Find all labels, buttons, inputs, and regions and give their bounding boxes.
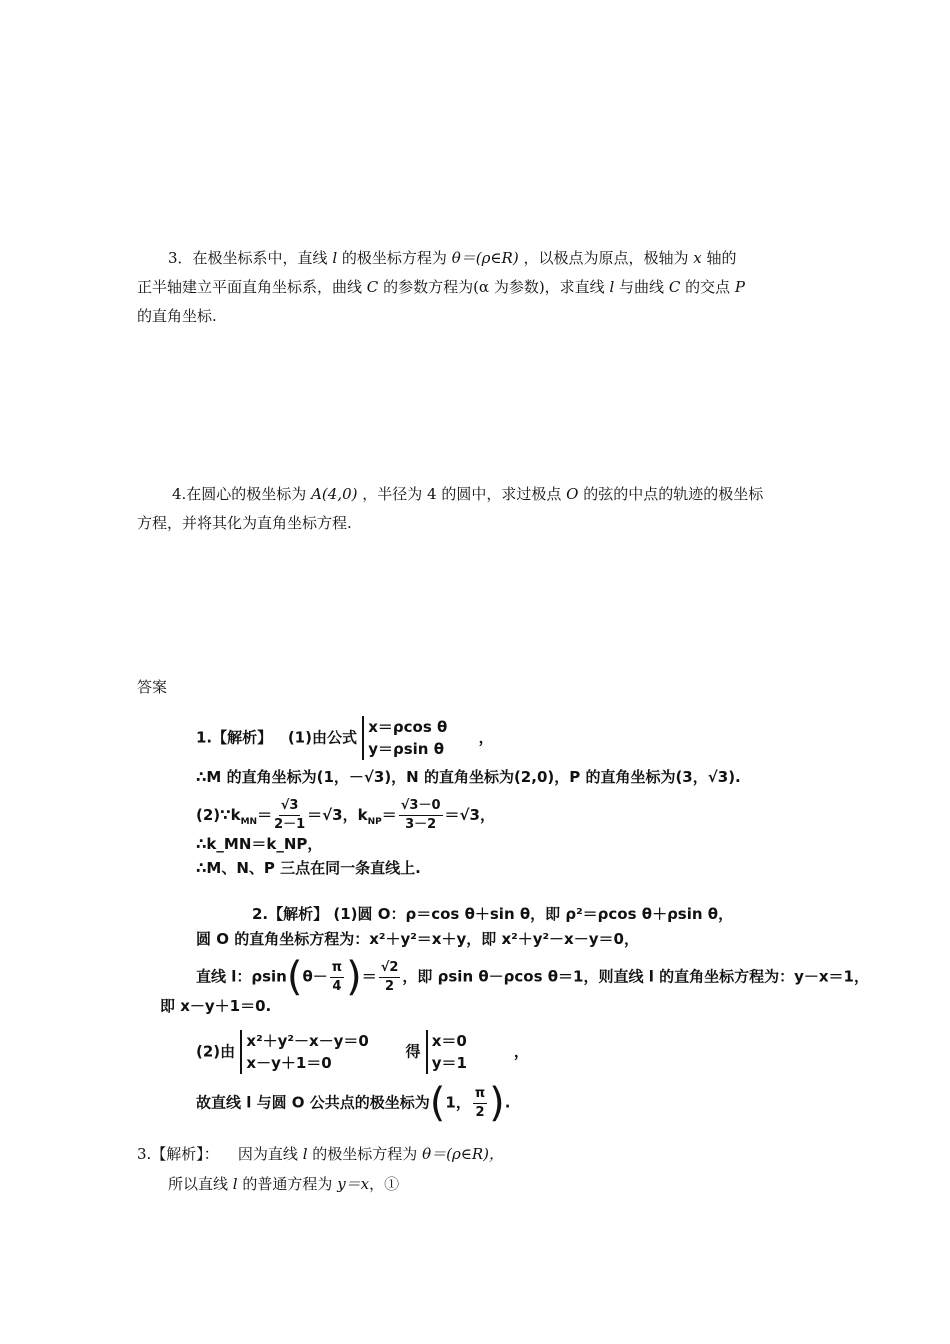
formula-row: y＝ρsin θ — [368, 740, 444, 758]
denominator: 2－1 — [274, 817, 306, 832]
subscript: NP — [367, 817, 382, 827]
text: 的弦的中点的轨迹的极坐标 — [583, 485, 764, 503]
text: 3．在极坐标系中，直线 — [168, 249, 328, 267]
var-x: x — [693, 249, 702, 267]
var-C: C — [668, 278, 681, 296]
theta-equation: θ＝(ρ∈R)， — [422, 1145, 505, 1163]
a3-line-2 — [168, 1170, 399, 1198]
denominator: 2 — [475, 1104, 485, 1120]
text: 得 — [405, 1042, 421, 1061]
q4-line-1 — [172, 480, 763, 508]
circled-one: ，① — [369, 1175, 400, 1193]
a3-line-1 — [137, 1140, 504, 1168]
text: 的极坐标方程为 — [341, 249, 447, 267]
var-l: l — [232, 1175, 238, 1193]
text: ＝√3， — [444, 806, 495, 824]
text: ，以极点为原点，极轴为 — [523, 249, 689, 267]
a2-line-1: 2.【解析】 (1)圆 O：ρ＝cos θ＋sin θ，即 ρ²＝ρcos θ＋ρsin θ， — [252, 905, 734, 923]
a2-line-6 — [196, 1080, 511, 1126]
numerator: π — [330, 959, 344, 978]
text: 1， — [445, 1093, 471, 1112]
fraction — [274, 797, 305, 834]
var-C: C — [366, 278, 379, 296]
numerator: √2 — [379, 959, 401, 978]
denominator: 4 — [332, 978, 342, 994]
text: ＝ — [361, 967, 377, 986]
q3-line-3 — [137, 302, 217, 330]
equation: y＝x — [337, 1175, 370, 1193]
subscript: MN — [240, 817, 258, 827]
text: 1.【解析】 — [196, 728, 273, 747]
var-l: l — [609, 278, 615, 296]
q3-line-2 — [137, 273, 745, 301]
text: 的参数方程为(α 为参数)，求直线 — [383, 278, 605, 296]
text: 直线 l：ρsin — [196, 967, 287, 986]
a2-line-4: 即 x－y＋1＝0. — [160, 997, 272, 1015]
text: 轴的 — [706, 249, 737, 267]
a2-line-3 — [196, 954, 869, 1000]
paren-open: ( — [429, 1080, 446, 1126]
a2-line-5 — [196, 1030, 529, 1074]
text: 正半轴建立平面直角坐标系，曲线 — [137, 278, 363, 296]
text: 方程，并将其化为直角坐标方程. — [137, 514, 352, 532]
var-l: l — [332, 249, 338, 267]
formula-row: x＝ρcos θ — [368, 718, 448, 736]
text: 的交点 — [685, 278, 731, 296]
text: ，即 ρsin θ－ρcos θ＝1，则直线 l 的直角坐标方程为：y－x＝1， — [402, 967, 869, 986]
paren-open: ( — [286, 954, 303, 1000]
a2-line-2: 圆 O 的直角坐标方程为：x²＋y²＝x＋y，即 x²＋y²－x－y＝0， — [196, 930, 639, 948]
numerator: π — [473, 1085, 487, 1104]
denominator: 3－2 — [405, 817, 437, 832]
solution-row: x＝0 — [431, 1032, 467, 1050]
q3-line-1 — [168, 244, 737, 272]
fraction — [379, 959, 401, 996]
a1-line-1 — [196, 716, 494, 760]
fraction — [330, 959, 344, 996]
text: 的极坐标方程为 — [312, 1145, 418, 1163]
denominator: 2 — [385, 978, 395, 994]
numerator: √3－0 — [399, 797, 443, 816]
text: ， — [478, 728, 494, 747]
text: θ－ — [302, 967, 328, 986]
solution-system — [426, 1030, 467, 1074]
equation-system — [240, 1030, 368, 1074]
a1-line-2: ∴M 的直角坐标为(1，－√3)，N 的直角坐标为(2,0)，P 的直角坐标为(3，√3). — [196, 768, 741, 786]
answer-heading: 答案 — [137, 678, 168, 696]
text: ＝√3，k — [307, 806, 368, 824]
text: 的直角坐标. — [137, 307, 217, 325]
text: 因为直线 — [237, 1145, 298, 1163]
text: ，半径为 4 的圆中，求过极点 — [362, 485, 562, 503]
numerator: √3 — [279, 797, 301, 816]
equation-row: x－y＋1＝0 — [246, 1054, 332, 1072]
text: 3.【解析】： — [137, 1145, 219, 1163]
formula-system — [362, 716, 447, 760]
text: 所以直线 — [168, 1175, 229, 1193]
text: 与曲线 — [619, 278, 665, 296]
a1-line-5: ∴M、N、P 三点在同一条直线上. — [196, 859, 421, 877]
text: 故直线 l 与圆 O 公共点的极坐标为 — [196, 1093, 430, 1112]
text: . — [504, 1093, 511, 1112]
text: (2)∵k — [196, 806, 241, 824]
point-A: A(4,0) — [311, 485, 358, 503]
a1-line-3: $(2)\because k_{MN}=$ $\frac{√3}{2-1}$ ＝√3，$k_{NP}=$ $\frac{√3-0}{3-2}$ ＝√3， — [196, 798, 495, 832]
var-l: l — [302, 1145, 308, 1163]
equation-row: x²＋y²－x－y＝0 — [246, 1032, 369, 1050]
fraction — [399, 797, 443, 834]
text: (1)由公式 — [287, 728, 357, 747]
theta-equation: θ＝(ρ∈R) — [451, 249, 519, 267]
a1-line-4: ∴k_MN＝k_NP， — [196, 835, 323, 853]
text: 4.在圆心的极坐标为 — [172, 485, 307, 503]
solution-row: y＝1 — [431, 1054, 467, 1072]
text: ， — [513, 1042, 529, 1061]
text: (2)由 — [196, 1042, 236, 1061]
fraction — [473, 1085, 487, 1122]
text: 的普通方程为 — [242, 1175, 333, 1193]
paren-close: ) — [346, 954, 362, 1000]
var-O: O — [566, 485, 579, 503]
q4-line-2 — [137, 509, 352, 537]
var-P: P — [734, 278, 745, 296]
paren-close: ) — [489, 1080, 505, 1126]
